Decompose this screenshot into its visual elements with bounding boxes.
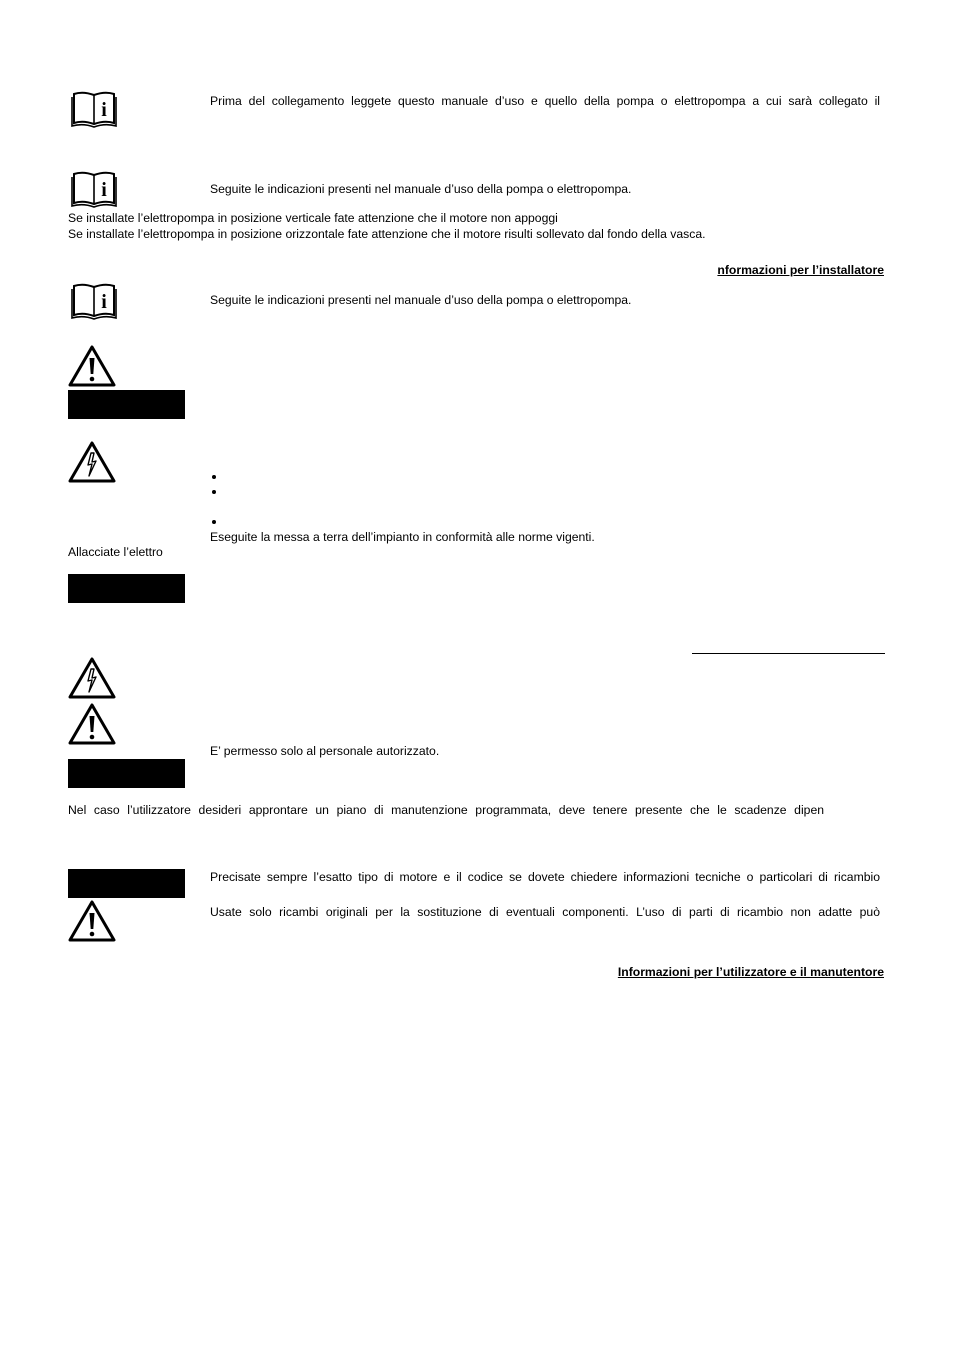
black-label-bar	[68, 390, 185, 419]
warning-triangle-icon	[67, 344, 117, 388]
earthing-note: Eseguite la messa a terra dell’impianto in conformità alle norme vigenti.	[210, 530, 595, 544]
connect-note: Allacciate l’elettro	[68, 545, 163, 559]
manual-info-icon	[71, 282, 117, 320]
vertical-note: Se installate l’elettropompa in posizione verticale fate attenzione che il motore non appoggi	[68, 211, 558, 225]
bullet	[212, 475, 216, 479]
black-label-bar	[68, 574, 185, 603]
horizontal-note: Se installate l’elettropompa in posizione orizzontale fate attenzione che il motore risulti sollevato dal fondo della vasca.	[68, 227, 706, 241]
maintenance-note: Nel caso l’utilizzatore desideri approntare un piano di manutenzione programmata, deve tenere presente che le scadenze dipen	[68, 803, 824, 817]
section-heading-user: Informazioni per l’utilizzatore e il manutentore	[617, 965, 884, 979]
pump-manual-note: Seguite le indicazioni presenti nel manuale d’uso della pompa o elettropompa.	[210, 182, 632, 196]
section-heading-installer: nformazioni per l’installatore	[717, 263, 884, 277]
svg-text:i: i	[101, 179, 107, 201]
black-label-bar	[68, 759, 185, 788]
bullet	[212, 490, 216, 494]
warning-triangle-icon	[67, 702, 117, 746]
warning-triangle-icon	[67, 899, 117, 943]
electric-hazard-icon	[67, 440, 117, 484]
black-label-bar	[68, 869, 185, 898]
bullet	[212, 520, 216, 524]
svg-text:i: i	[101, 291, 107, 313]
spare-parts-note: Usate solo ricambi originali per la sostituzione di eventuali componenti. L’uso di parti di ricambio non adatte può	[210, 905, 880, 919]
intro-text: Prima del collegamento leggete questo manuale d’uso e quello della pompa o elettropompa a cui sarà collegato il	[210, 94, 880, 108]
manual-info-icon	[71, 170, 117, 208]
svg-text:i: i	[101, 99, 107, 121]
authorized-note: E’ permesso solo al personale autorizzato.	[210, 744, 440, 758]
divider-line	[692, 653, 885, 654]
pump-manual-note: Seguite le indicazioni presenti nel manuale d’uso della pompa o elettropompa.	[210, 293, 632, 307]
motor-type-note: Precisate sempre l’esatto tipo di motore e il codice se dovete chiedere informazioni tecniche o particolari di ricambio	[210, 870, 880, 884]
manual-info-icon	[71, 90, 117, 128]
electric-hazard-icon	[67, 656, 117, 700]
